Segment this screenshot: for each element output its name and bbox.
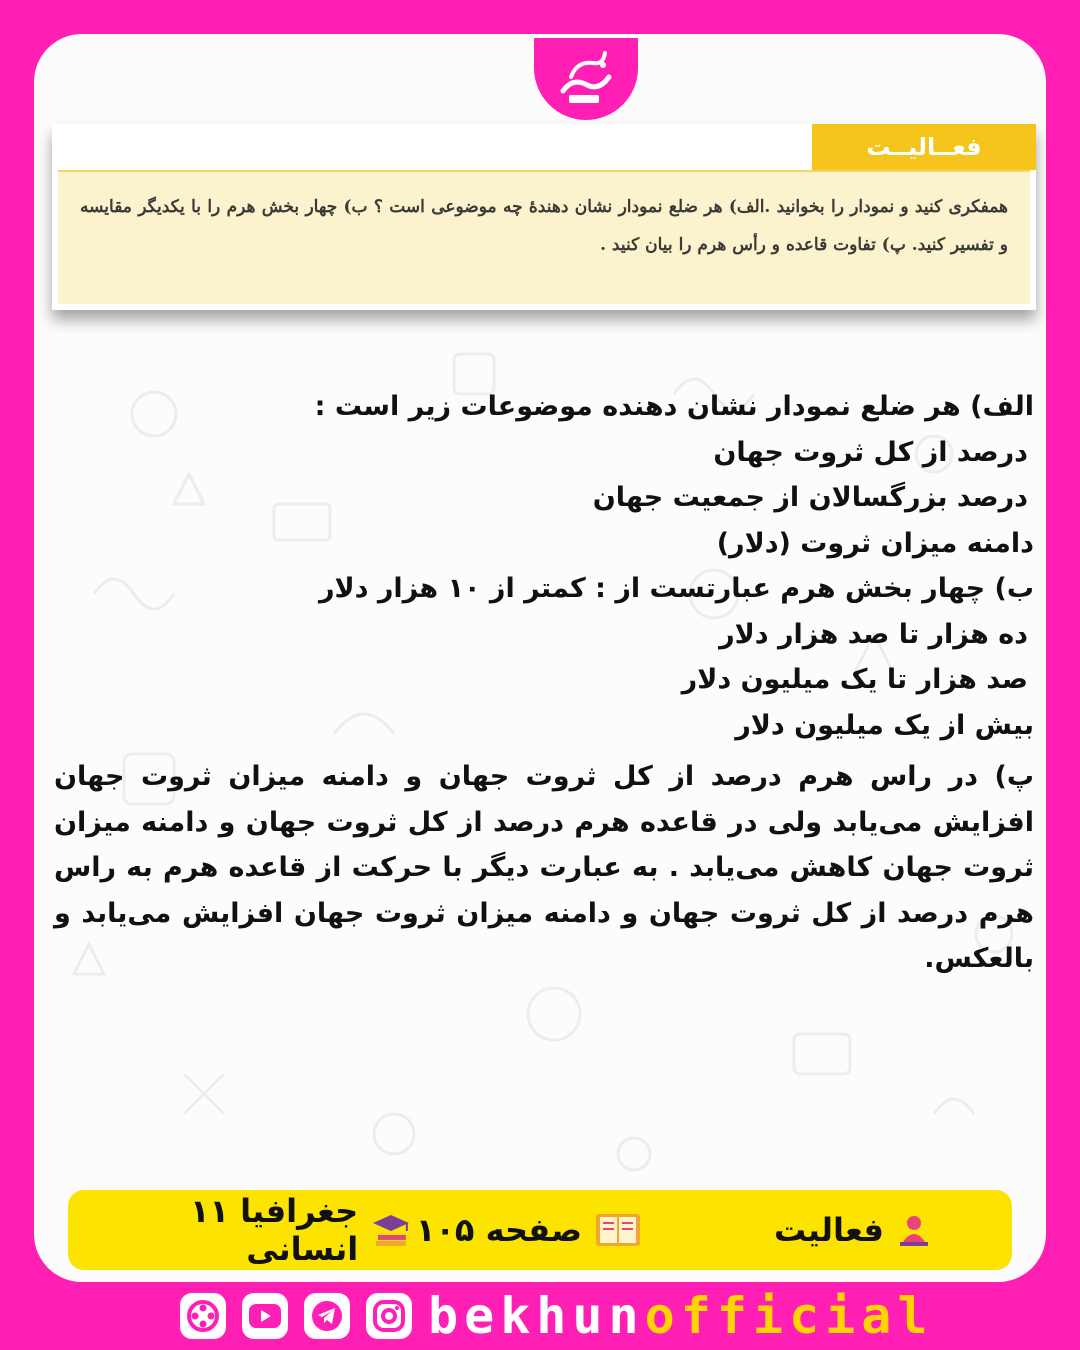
social-links [180, 1288, 428, 1344]
answer-b-item: بیش از یک میلیون دلار [735, 709, 1034, 741]
answer-b-intro: ب) چهار بخش هرم عبارتست از : کمتر از ۱۰ هزار دلار [318, 573, 1034, 604]
graduation-cap-icon [370, 1211, 412, 1249]
telegram-icon[interactable] [304, 1293, 350, 1339]
user-icon [896, 1212, 932, 1248]
footer-activity [774, 1190, 932, 1270]
answer-a-item: درصد از کل ثروت جهان [713, 436, 1028, 468]
brand-handle [428, 1284, 933, 1348]
answer-a-item: دامنه میزان ثروت (دلار) [716, 527, 1034, 559]
footer-subject [68, 1190, 412, 1270]
answer-a-intro: الف) هر ضلع نمودار نشان دهنده موضوعات زیر است : [314, 391, 1034, 422]
answer-c-paragraph: پ) در راس هرم درصد از کل ثروت جهان و دامنه میزان ثروت جهان افزایش می‌یابد ولی در قاعده هرم درصد از کل ثروت جهان و دامنه میزان ثروت جهان کاهش می‌یابد . به عبارت دیگر با حرکت از قاعده هرم به راس هرم درصد از کل ثروت جهان و دامنه میزان ثروت جهان افزایش می‌یابد و بالعکس. [54, 761, 1034, 974]
brand-part-white: bekhun [428, 1287, 645, 1345]
footer-info-bar [68, 1190, 1012, 1270]
answer-b-item: صد هزار تا یک میلیون دلار [681, 664, 1028, 695]
film-reel-icon[interactable] [180, 1293, 226, 1339]
textbook-excerpt [52, 124, 1036, 310]
answer-b-item: ده هزار تا صد هزار دلار [719, 618, 1028, 650]
excerpt-tab-label: فعــالیــت [812, 124, 1036, 170]
excerpt-text: همفکری کنید و نمودار را بخوانید .الف) هر ضلع نمودار نشان دهندۀ چه موضوعی است ؟ ب) چهار بخش هرم را با یکدیگر مقایسه و تفسیر کنید. پ) تفاوت قاعده و رأس هرم را بیان کنید . [58, 170, 1030, 304]
answer-block [54, 384, 1034, 982]
youtube-icon[interactable] [242, 1293, 288, 1339]
footer-activity-label: فعالیت [774, 1211, 884, 1249]
instagram-icon[interactable] [366, 1293, 412, 1339]
answer-a-item: درصد بزرگسالان از جمعیت جهان [592, 482, 1028, 513]
brand-part-yellow: official [644, 1287, 934, 1345]
book-icon [594, 1211, 642, 1249]
footer-page [416, 1190, 642, 1270]
footer-subject-label: جغرافیا ۱۱ انسانی [189, 1192, 359, 1268]
footer-page-label: صفحه ۱۰۵ [415, 1211, 582, 1249]
